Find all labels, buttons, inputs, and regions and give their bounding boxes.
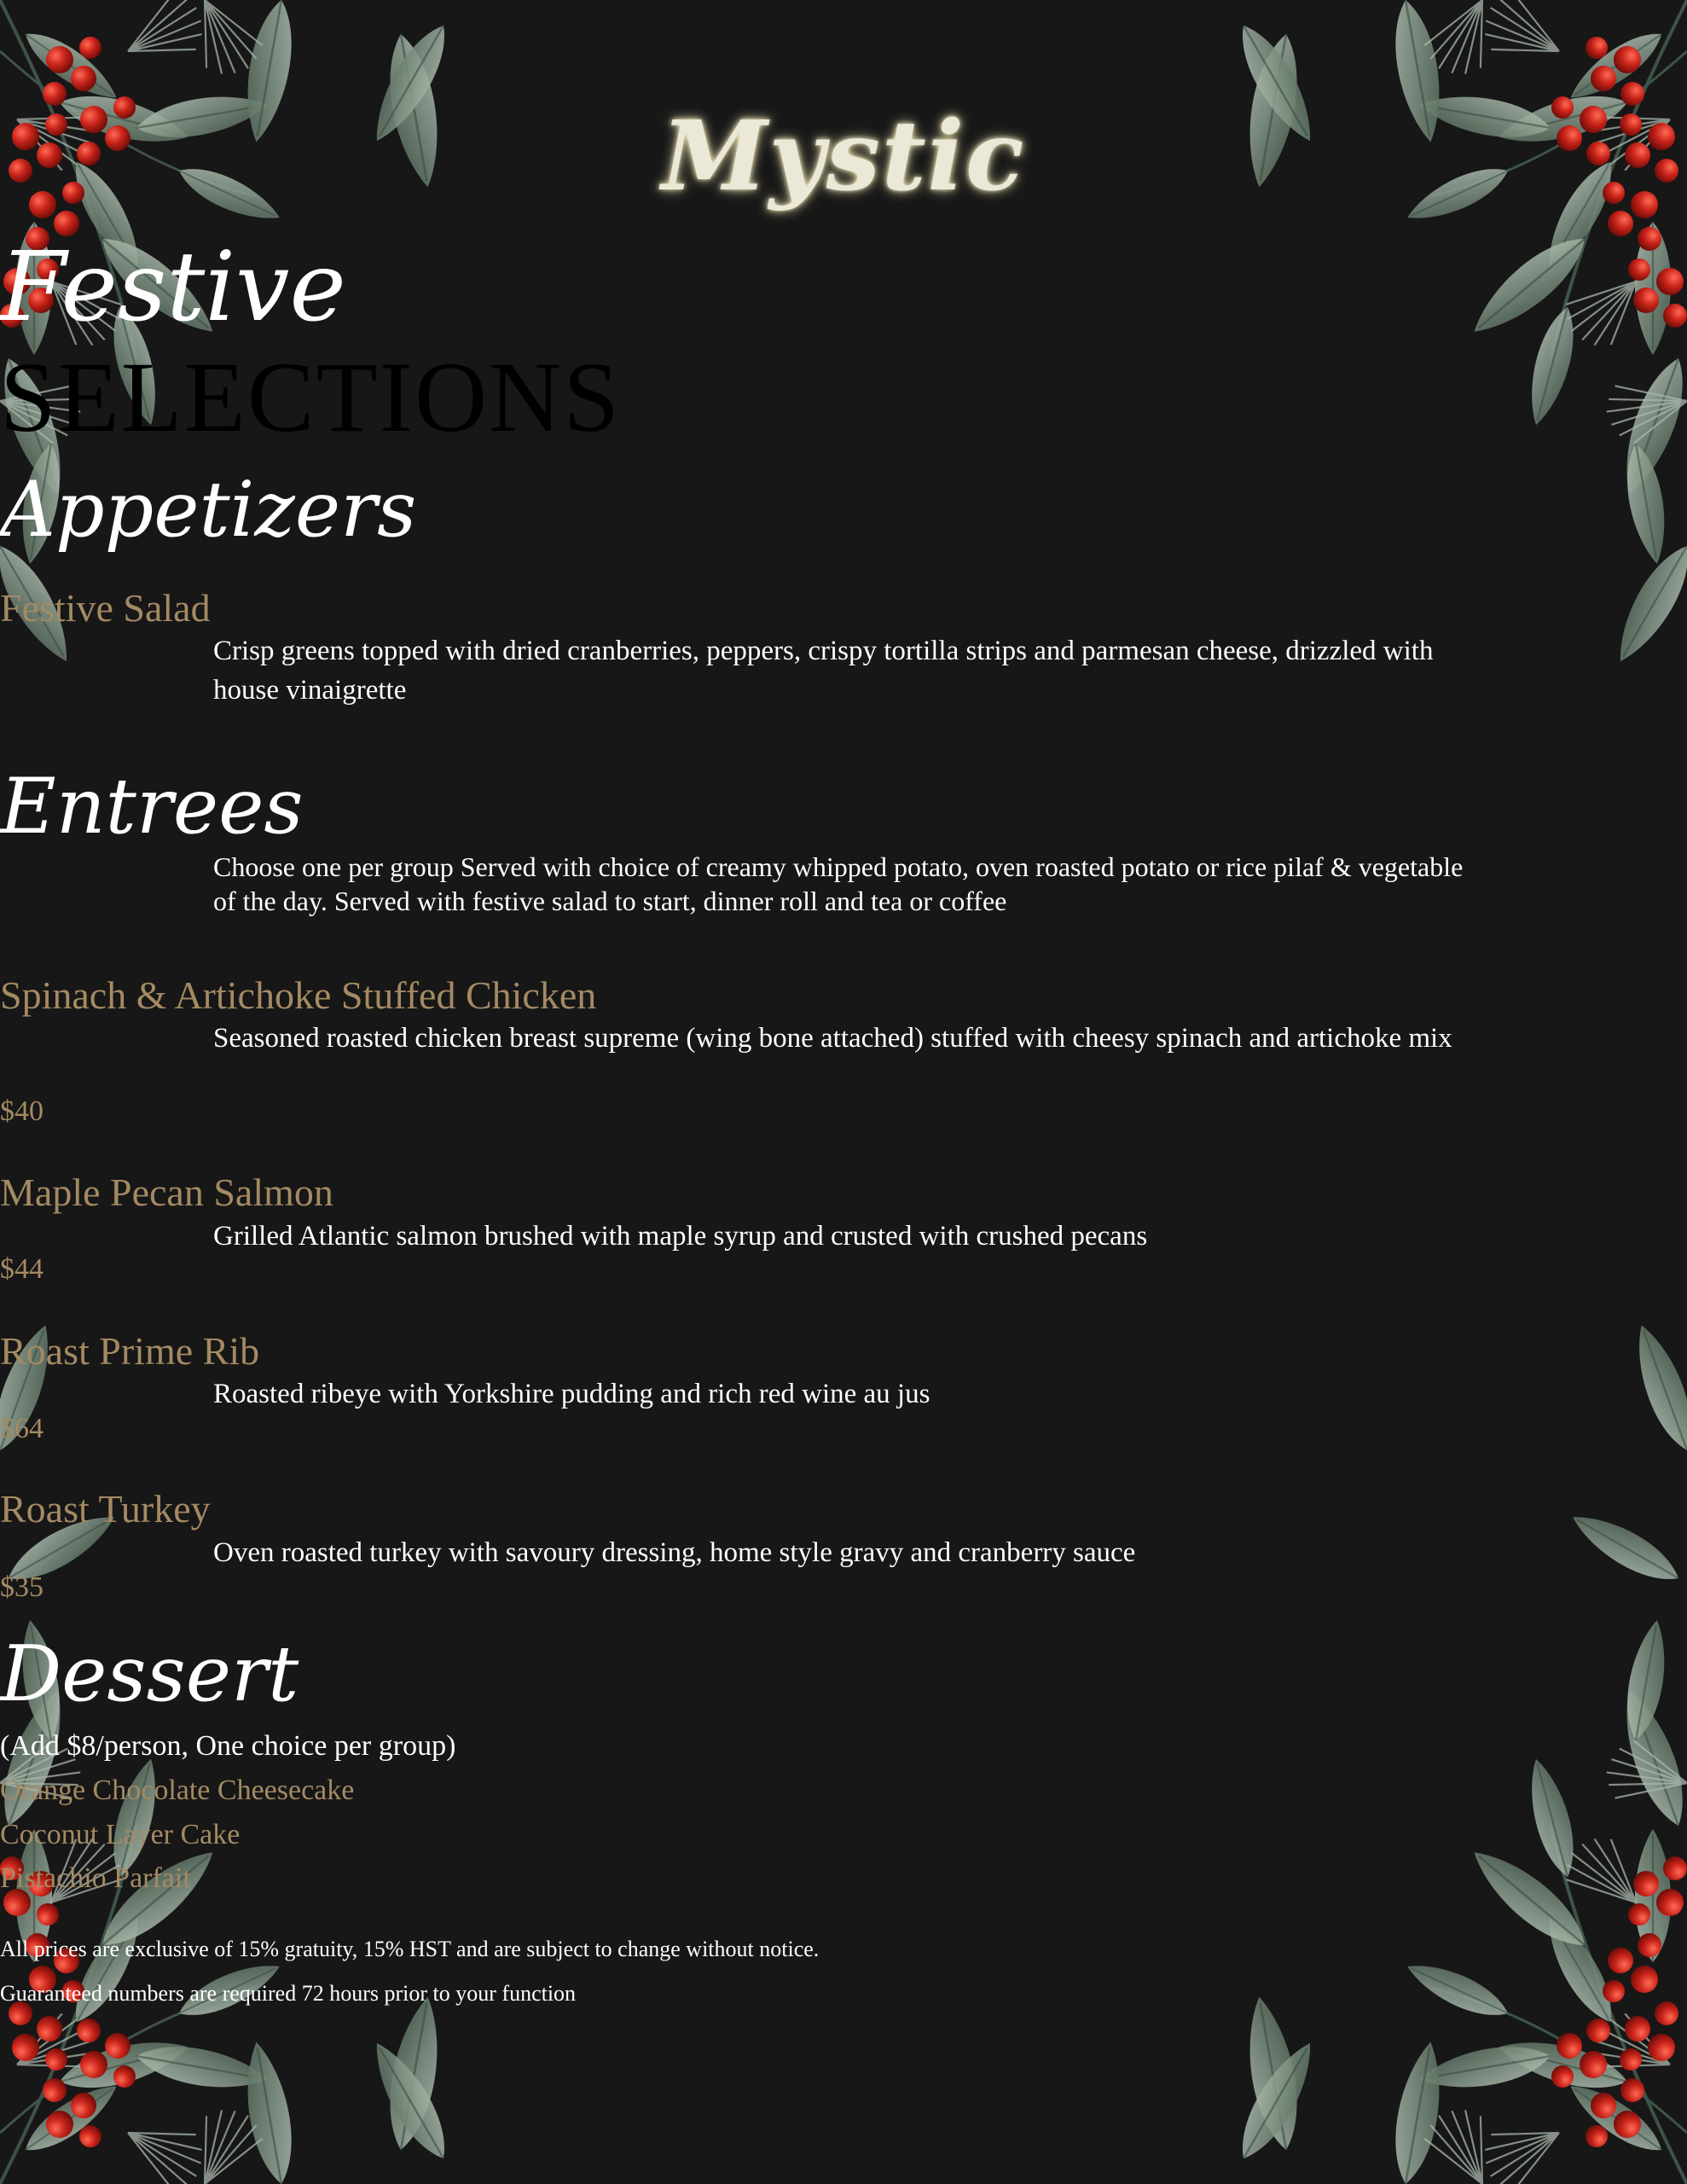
entrees-heading: Entrees	[0, 762, 304, 851]
entree-price: $35	[0, 1571, 43, 1603]
entree-price: $40	[0, 1095, 43, 1127]
entree-description: Grilled Atlantic salmon brushed with maple syrup and crusted with crushed pecans	[213, 1221, 1148, 1252]
entree-name: Spinach & Artichoke Stuffed Chicken	[0, 973, 597, 1017]
entree-name: Roast Prime Rib	[0, 1329, 260, 1373]
dessert-item: Coconut Layer Cake	[0, 1819, 241, 1850]
dessert-heading: Dessert	[0, 1629, 299, 1719]
dessert-note: (Add $8/person, One choice per group)	[0, 1730, 456, 1762]
entree-name: Maple Pecan Salmon	[0, 1170, 333, 1214]
appetizer-name: Festive Salad	[0, 586, 211, 630]
entree-description: Roasted ribeye with Yorkshire pudding and rich red wine au jus	[213, 1379, 930, 1409]
brand-logo: Mystic	[661, 101, 1026, 212]
entrees-intro: Choose one per group Served with choice of creamy whipped potato, oven roasted potato or rice pilaf & vegetable of the day. Served with festive salad to start, dinner roll and tea or coffee	[213, 851, 1464, 916]
entree-price: $64	[0, 1413, 43, 1444]
appetizer-description: Crisp greens topped with dried cranberries, peppers, crispy tortilla strips and parmesan cheese, drizzled with house vinaigrette	[213, 636, 1434, 706]
dessert-item: Orange Chocolate Cheesecake	[0, 1774, 355, 1806]
appetizers-heading: Appetizers	[0, 465, 417, 555]
entree-name: Roast Turkey	[0, 1487, 211, 1531]
footer-note-prices: All prices are exclusive of 15% gratuity, 15% HST and are subject to change without notice.	[0, 1937, 820, 1961]
footer-note-guarantee: Guaranteed numbers are required 72 hours prior to your function	[0, 1981, 577, 2006]
entree-description: Seasoned roasted chicken breast supreme (wing bone attached) stuffed with cheesy spinach and artichoke mix	[213, 1023, 1452, 1054]
page-title: SELECTIONS	[0, 341, 621, 453]
title-script: Festive	[0, 232, 346, 343]
dessert-item: Pistachio Parfait	[0, 1862, 191, 1894]
entree-description: Oven roasted turkey with savoury dressing, home style gravy and cranberry sauce	[213, 1537, 1136, 1568]
entree-price: $44	[0, 1253, 43, 1285]
